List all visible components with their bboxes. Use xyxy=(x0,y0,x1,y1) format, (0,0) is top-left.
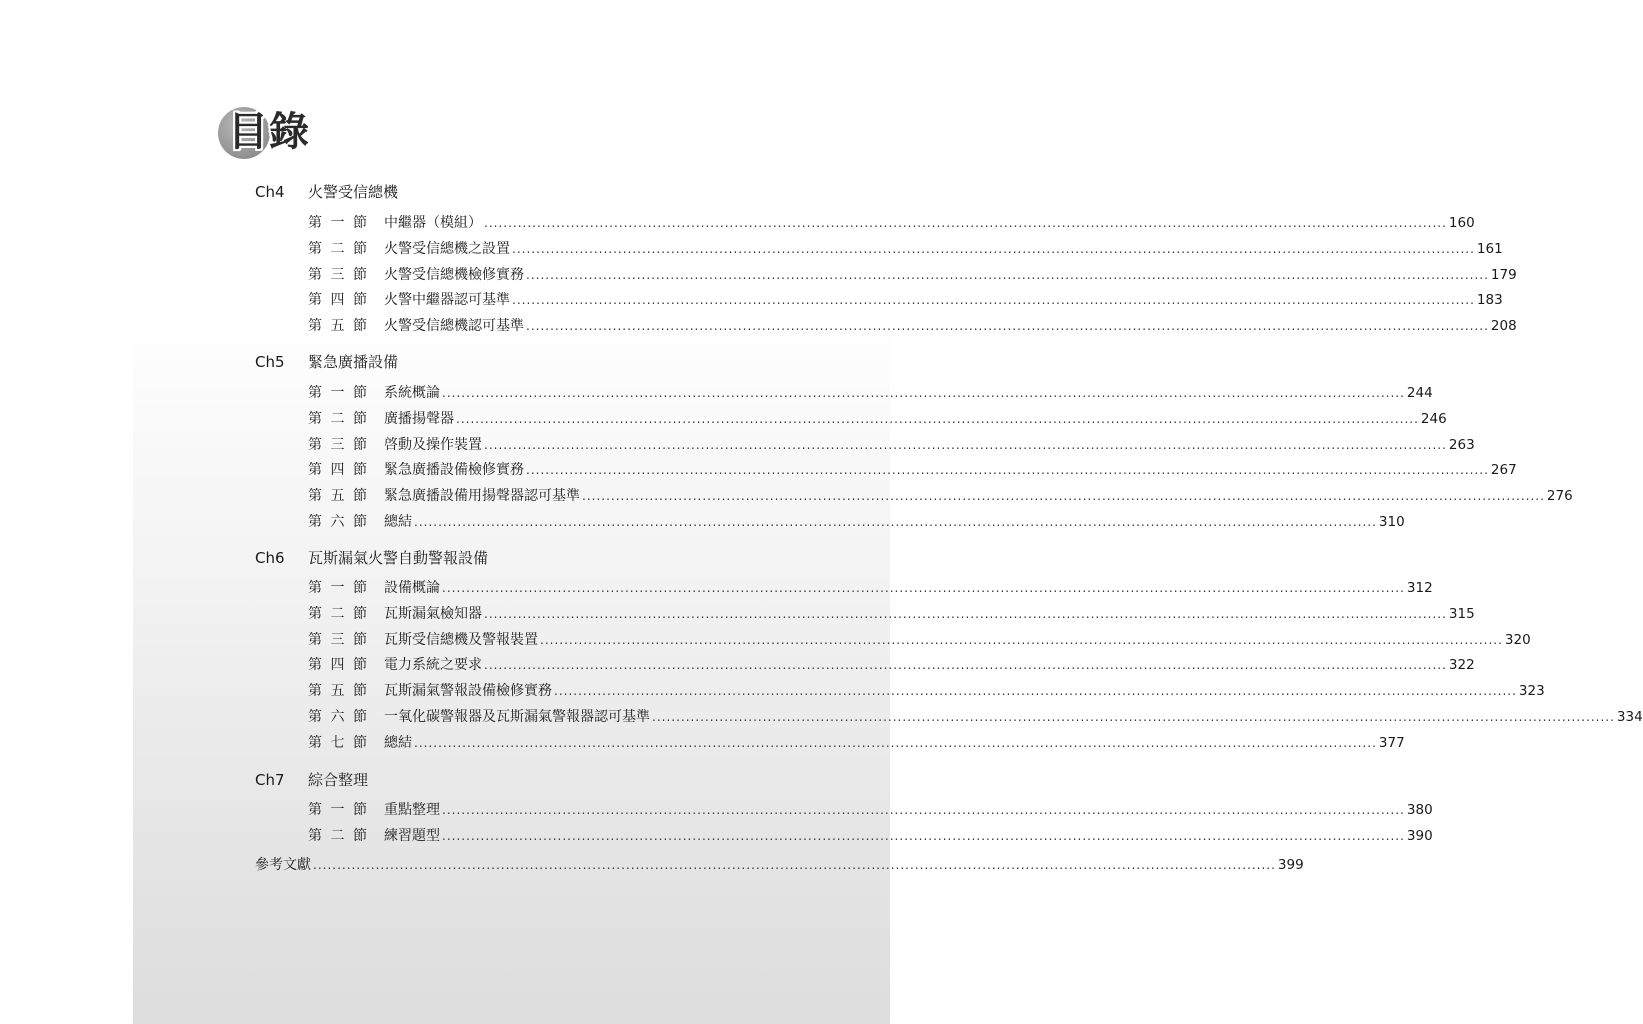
section-page-number: 276 xyxy=(1546,488,1573,505)
section-page-number: 160 xyxy=(1448,215,1475,231)
dot-leader: ........................................................................................................................................................................................................ xyxy=(313,858,1276,872)
dot-leader: ........................................................................................................................................................................................................ xyxy=(414,735,1377,750)
section-title: 總結 xyxy=(384,734,412,751)
dot-leader: ........................................................................................................................................................................................................ xyxy=(484,216,1447,230)
section-page-number: 310 xyxy=(1378,514,1405,530)
section-label: 第四節 xyxy=(308,657,376,674)
dot-leader: ........................................................................................................................................................................................................ xyxy=(652,710,1615,724)
chapter-heading[interactable] xyxy=(255,548,488,568)
section-page-number: 263 xyxy=(1448,436,1475,453)
section-page-number: 244 xyxy=(1406,385,1433,401)
chapter-title: 瓦斯漏氣火警自動警報設備 xyxy=(308,549,489,567)
section-title: 重點整理 xyxy=(384,802,440,818)
section-label: 第六節 xyxy=(308,709,376,725)
toc-section-row[interactable] xyxy=(308,409,1447,429)
section-page-number: 323 xyxy=(1518,683,1545,700)
dot-leader: ........................................................................................................................................................................................................ xyxy=(582,489,1545,504)
dot-leader: ........................................................................................................................................................................................................ xyxy=(442,386,1405,400)
toc-section-row[interactable] xyxy=(308,655,1475,675)
chapter-number: Ch7 xyxy=(255,771,285,789)
section-label: 第三節 xyxy=(308,266,376,283)
section-label: 第四節 xyxy=(308,462,376,479)
dot-leader: ........................................................................................................................................................................................................ xyxy=(540,632,1503,647)
toc-section-row[interactable] xyxy=(308,265,1517,285)
section-label: 第二節 xyxy=(308,410,376,427)
section-title: 緊急廣播設備檢修實務 xyxy=(384,462,524,479)
section-title: 瓦斯漏氣警報設備檢修實務 xyxy=(384,683,552,700)
chapter-heading[interactable] xyxy=(255,770,368,790)
section-title: 瓦斯漏氣檢知器 xyxy=(384,605,482,622)
section-title: 練習題型 xyxy=(384,827,440,844)
toc-section-row[interactable] xyxy=(308,630,1531,650)
section-label: 第六節 xyxy=(308,514,376,530)
chapter-title: 綜合整理 xyxy=(308,771,369,789)
section-page-number: 322 xyxy=(1448,657,1475,674)
section-title: 火警受信總機認可基準 xyxy=(384,318,524,335)
section-page-number: 161 xyxy=(1476,240,1503,257)
dot-leader: ........................................................................................................................................................................................................ xyxy=(442,828,1405,843)
section-title: 火警受信總機之設置 xyxy=(384,240,510,257)
section-page-number: 380 xyxy=(1406,802,1433,818)
dot-leader: ........................................................................................................................................................................................................ xyxy=(442,581,1405,595)
chapter-heading[interactable] xyxy=(255,182,398,202)
dot-leader: ........................................................................................................................................................................................................ xyxy=(526,319,1489,334)
section-title: 電力系統之要求 xyxy=(384,657,482,674)
toc-section-row[interactable] xyxy=(308,239,1503,259)
toc-section-row[interactable] xyxy=(308,290,1503,310)
section-label: 第二節 xyxy=(308,605,376,622)
section-label: 第五節 xyxy=(308,683,376,700)
section-title: 中繼器（模組） xyxy=(384,215,482,231)
section-page-number: 320 xyxy=(1504,631,1531,648)
dot-leader: ........................................................................................................................................................................................................ xyxy=(456,411,1419,426)
chapter-title: 緊急廣播設備 xyxy=(308,353,399,371)
section-label: 第五節 xyxy=(308,488,376,505)
section-label: 第五節 xyxy=(308,318,376,335)
references-entry[interactable] xyxy=(255,855,1304,875)
toc-section-row[interactable] xyxy=(308,707,1643,727)
chapter-number: Ch4 xyxy=(255,183,285,201)
toc-section-row[interactable] xyxy=(308,733,1405,753)
section-page-number: 179 xyxy=(1490,266,1517,283)
dot-leader: ........................................................................................................................................................................................................ xyxy=(512,241,1475,256)
toc-section-row[interactable] xyxy=(308,800,1433,820)
toc-section-row[interactable] xyxy=(308,826,1433,846)
toc-section-row[interactable] xyxy=(308,604,1475,624)
dot-leader: ........................................................................................................................................................................................................ xyxy=(484,658,1447,673)
toc-section-row[interactable] xyxy=(308,512,1405,532)
dot-leader: ........................................................................................................................................................................................................ xyxy=(484,437,1447,452)
section-page-number: 267 xyxy=(1490,462,1517,479)
dot-leader: ........................................................................................................................................................................................................ xyxy=(554,684,1517,699)
section-label: 第一節 xyxy=(308,580,376,596)
section-page-number: 208 xyxy=(1490,318,1517,335)
toc-section-row[interactable] xyxy=(308,316,1517,336)
chapter-number: Ch6 xyxy=(255,549,285,567)
page-title: 目錄 xyxy=(228,109,310,155)
chapter-heading[interactable] xyxy=(255,352,398,372)
section-page-number: 377 xyxy=(1378,734,1405,751)
section-label: 第一節 xyxy=(308,385,376,401)
section-title: 廣播揚聲器 xyxy=(384,410,454,427)
section-label: 第四節 xyxy=(308,292,376,309)
dot-leader: ........................................................................................................................................................................................................ xyxy=(512,293,1475,308)
section-page-number: 390 xyxy=(1406,827,1433,844)
toc-section-row[interactable] xyxy=(308,578,1433,598)
toc-section-row[interactable] xyxy=(308,383,1433,403)
references-title: 參考文獻 xyxy=(255,857,311,873)
section-title: 瓦斯受信總機及警報裝置 xyxy=(384,631,538,648)
section-page-number: 315 xyxy=(1448,605,1475,622)
dot-leader: ........................................................................................................................................................................................................ xyxy=(526,463,1489,478)
toc-section-row[interactable] xyxy=(308,681,1545,701)
section-label: 第二節 xyxy=(308,240,376,257)
toc-section-row[interactable] xyxy=(308,435,1475,455)
section-page-number: 334 xyxy=(1616,709,1643,725)
chapter-number: Ch5 xyxy=(255,353,285,371)
dot-leader: ........................................................................................................................................................................................................ xyxy=(484,606,1447,621)
section-title: 總結 xyxy=(384,514,412,530)
section-page-number: 312 xyxy=(1406,580,1433,596)
dot-leader: ........................................................................................................................................................................................................ xyxy=(442,803,1405,817)
section-label: 第三節 xyxy=(308,631,376,648)
dot-leader: ........................................................................................................................................................................................................ xyxy=(414,515,1377,529)
section-title: 火警受信總機檢修實務 xyxy=(384,266,524,283)
toc-heading xyxy=(218,104,310,160)
toc-section-row[interactable] xyxy=(308,460,1517,480)
dot-leader: ........................................................................................................................................................................................................ xyxy=(526,267,1489,282)
section-title: 緊急廣播設備用揚聲器認可基準 xyxy=(384,488,580,505)
section-label: 第一節 xyxy=(308,802,376,818)
section-label: 第三節 xyxy=(308,436,376,453)
section-title: 系統概論 xyxy=(384,385,440,401)
section-page-number: 183 xyxy=(1476,292,1503,309)
section-title: 一氧化碳警報器及瓦斯漏氣警報器認可基準 xyxy=(384,709,650,725)
section-label: 第七節 xyxy=(308,734,376,751)
references-page: 399 xyxy=(1277,857,1304,873)
section-title: 設備概論 xyxy=(384,580,440,596)
toc-section-row[interactable] xyxy=(308,486,1573,506)
section-page-number: 246 xyxy=(1420,410,1447,427)
toc-section-row[interactable] xyxy=(308,213,1475,233)
section-title: 火警中繼器認可基準 xyxy=(384,292,510,309)
section-title: 啓動及操作裝置 xyxy=(384,436,482,453)
chapter-title: 火警受信總機 xyxy=(308,183,399,201)
section-label: 第二節 xyxy=(308,827,376,844)
section-label: 第一節 xyxy=(308,215,376,231)
